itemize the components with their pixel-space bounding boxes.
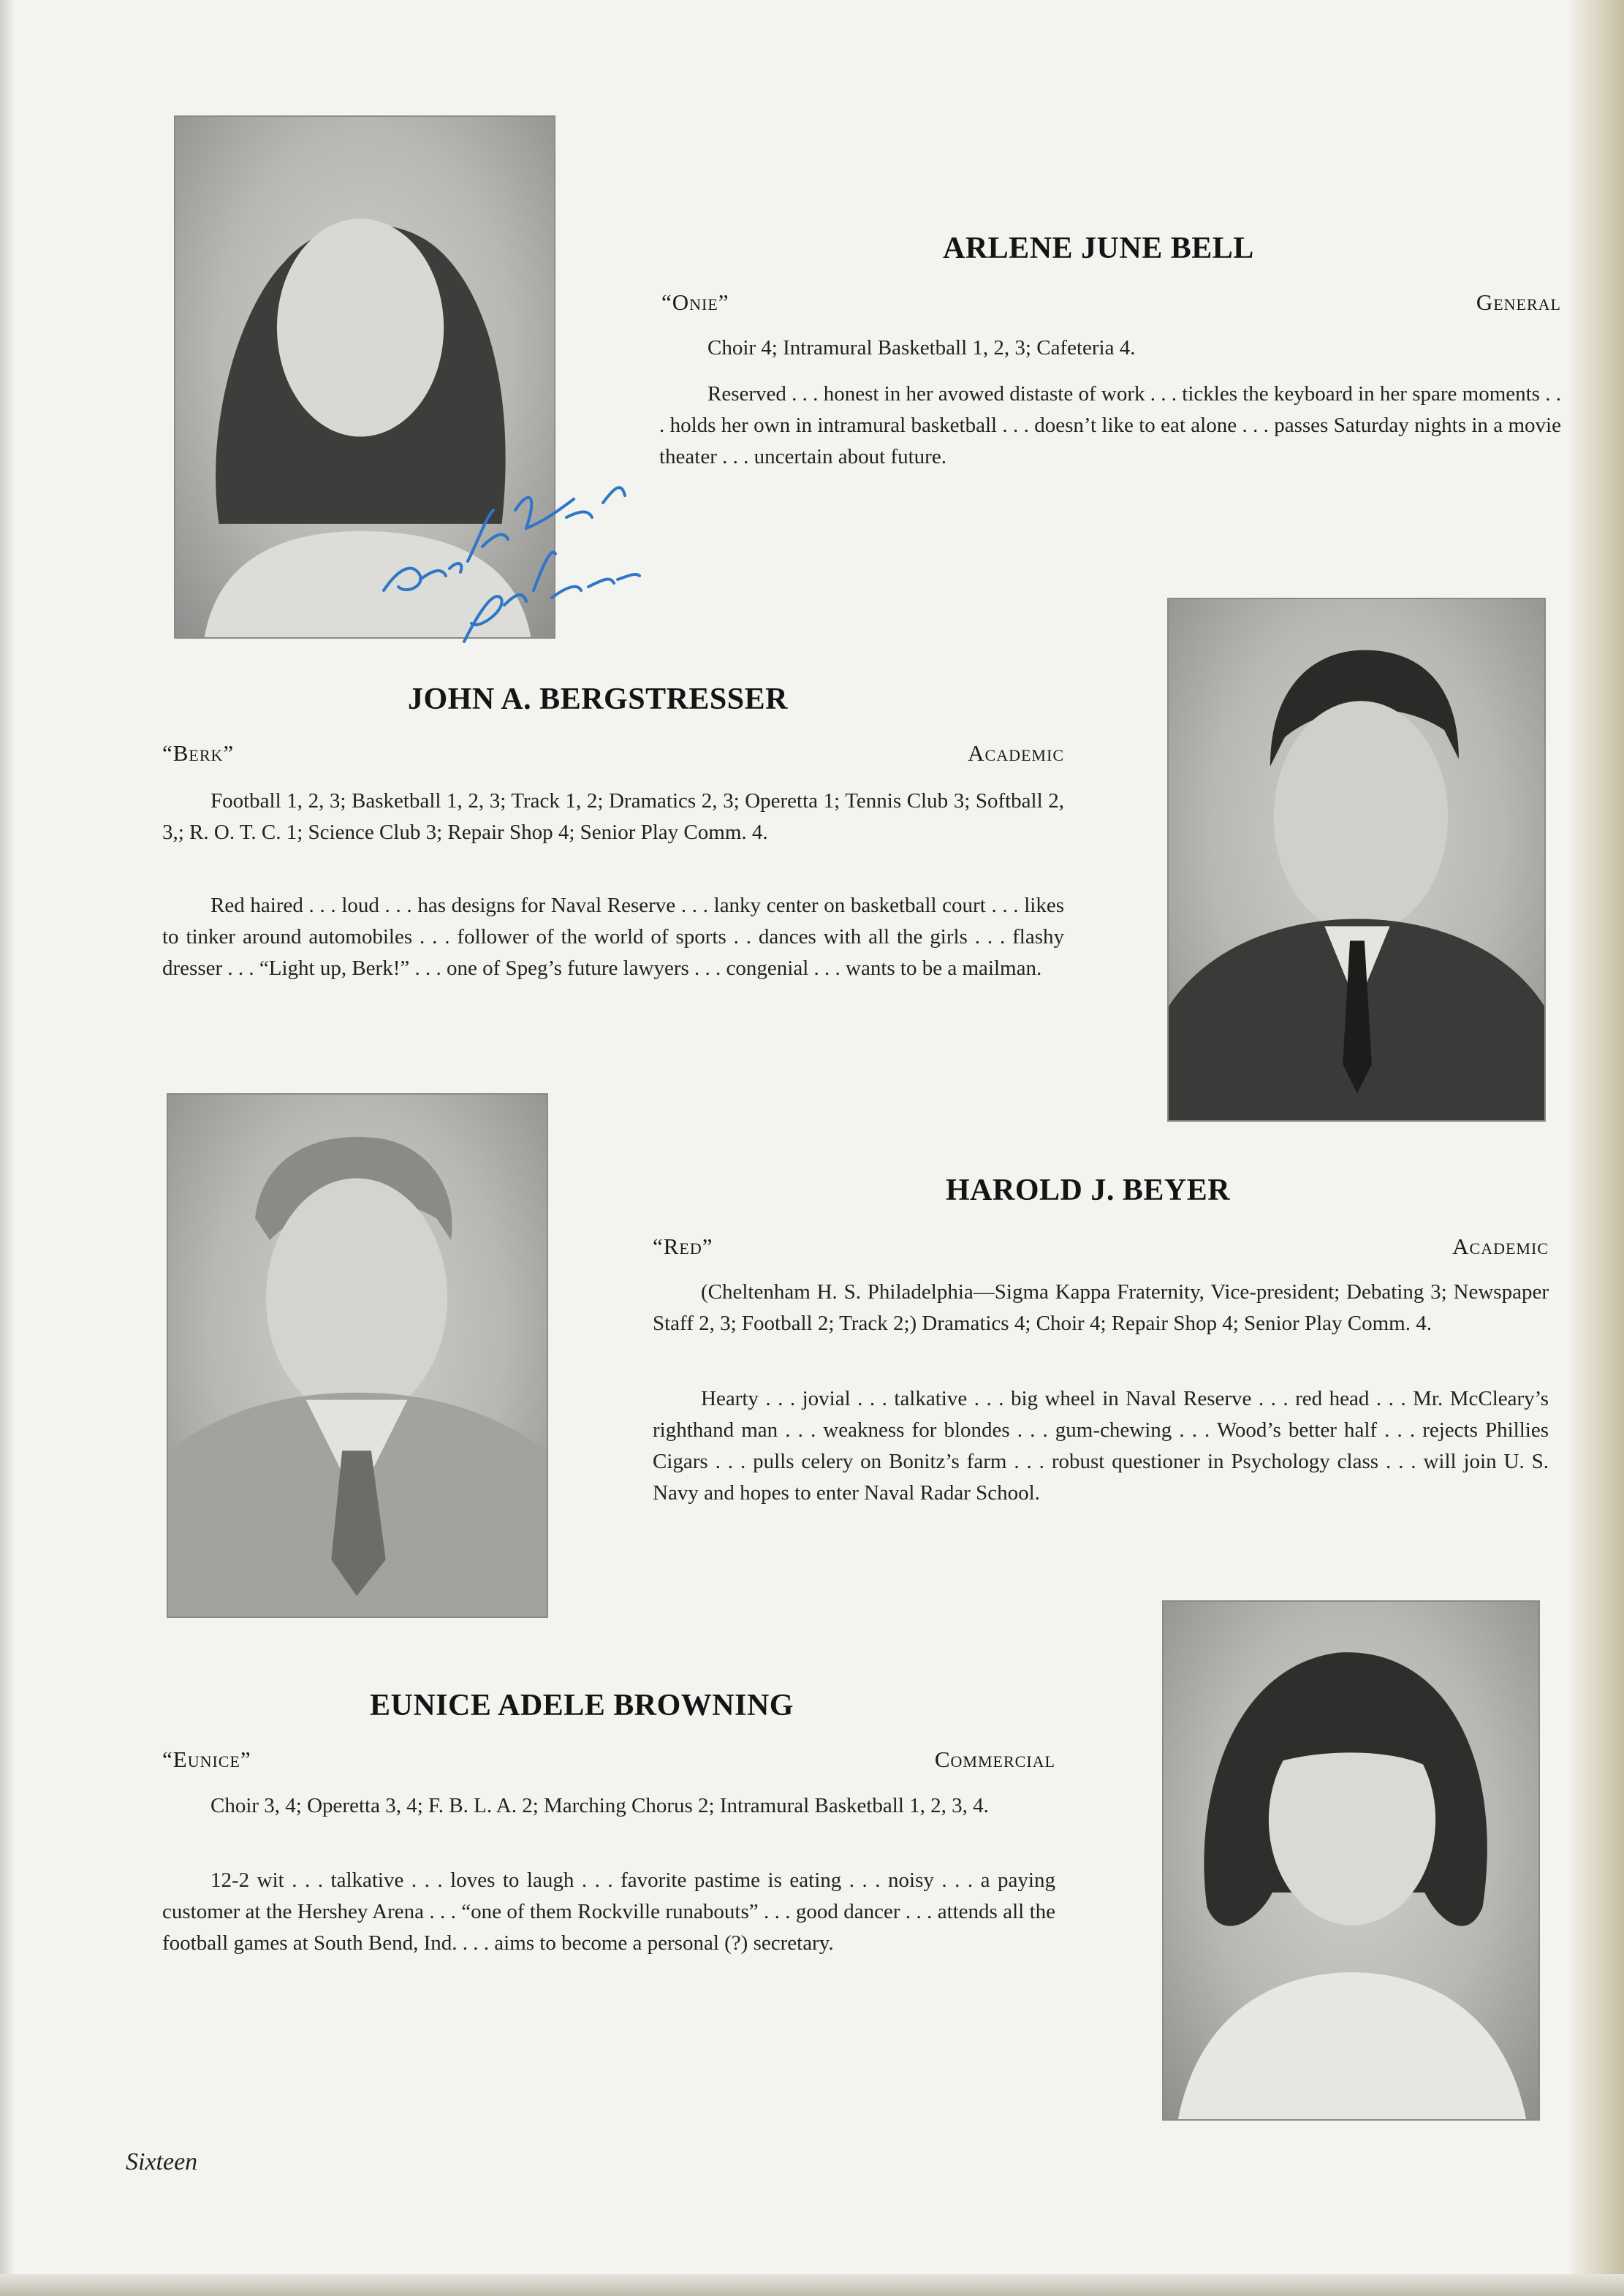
senior-activities: (Cheltenham H. S. Philadelphia—Sigma Kappa Fraternity, Vice-president; Debating 3; Newspaper Staff 2, 3; Football 2; Track 2;) Dramatics 4; Choir 4; Repair Shop 4; Senior Play Comm. 4. bbox=[653, 1280, 1549, 1335]
senior-course: Academic bbox=[968, 740, 1064, 766]
page-right-edge bbox=[1570, 0, 1624, 2296]
senior-activities: Football 1, 2, 3; Basketball 1, 2, 3; Track 1, 2; Dramatics 2, 3; Operetta 1; Tennis Club 3; Softball 2, 3,; R. O. T. C. 1; Science Club 3; Repair Shop 4; Senior Play Comm. 4. bbox=[162, 789, 1064, 844]
senior-nickname: “Onie” bbox=[661, 289, 729, 315]
senior-activities: Choir 3, 4; Operetta 3, 4; F. B. L. A. 2; Marching Chorus 2; Intramural Basketball 1, 2, 3, 4. bbox=[210, 1794, 989, 1817]
page-bottom-edge bbox=[0, 2274, 1624, 2296]
senior-description: Reserved . . . honest in her avowed distaste of work . . . tickles the keyboard in her spare moments . . . holds her own in intramural basketball . . . doesn’t like to eat alone . . . passes Saturday nights in a movie theater . . . uncertain about future. bbox=[659, 382, 1561, 468]
portrait-figure-icon bbox=[1164, 1602, 1538, 2119]
page-number: Sixteen bbox=[126, 2148, 198, 2175]
portrait-eunice-browning bbox=[1162, 1600, 1540, 2121]
senior-nickname: “Eunice” bbox=[162, 1746, 251, 1772]
page-spine-shadow bbox=[0, 0, 15, 2296]
senior-description: Red haired . . . loud . . . has designs for Naval Reserve . . . lanky center on basketball court . . . likes to tinker around automobiles . . . follower of the world of sports . . dances with all the girls . . . flashy dresser . . . “Light up, Berk!” . . . one of Speg’s future lawyers . . . congenial . . . wants to be a mailman. bbox=[162, 894, 1064, 980]
senior-course: Academic bbox=[1452, 1233, 1549, 1259]
senior-name: ARLENE JUNE BELL bbox=[943, 232, 1254, 265]
senior-nickname: “Red” bbox=[653, 1233, 713, 1259]
portrait-figure-icon bbox=[168, 1095, 547, 1616]
handwritten-signature bbox=[369, 459, 661, 656]
senior-nickname: “Berk” bbox=[162, 740, 235, 766]
senior-name: HAROLD J. BEYER bbox=[946, 1174, 1231, 1207]
senior-course: General bbox=[1476, 289, 1561, 315]
senior-description: Hearty . . . jovial . . . talkative . . . big wheel in Naval Reserve . . . red head . . . Mr. McCleary’s righthand man . . . weakness for blondes . . . gum-chewing . . . Wood’s better half . . . rejects Phillies Cigars . . . pulls celery on Bonitz’s farm . . . robust questioner in Psychology class . . . will join U. S. Navy and hopes to enter Naval Radar School. bbox=[653, 1387, 1549, 1505]
senior-name: JOHN A. BERGSTRESSER bbox=[408, 683, 788, 716]
senior-name: EUNICE ADELE BROWNING bbox=[370, 1689, 794, 1722]
portrait-harold-beyer bbox=[167, 1093, 548, 1618]
portrait-figure-icon bbox=[1169, 599, 1544, 1120]
portrait-john-bergstresser bbox=[1167, 598, 1546, 1122]
senior-description: 12-2 wit . . . talkative . . . loves to laugh . . . favorite pastime is eating . . . noisy . . . a paying customer at the Hershey Arena . . . “one of them Rockville runabouts” . . . good dancer . . . attends all the football games at South Bend, Ind. . . . aims to become a personal (?) secretary. bbox=[162, 1869, 1055, 1955]
senior-activities: Choir 4; Intramural Basketball 1, 2, 3; Cafeteria 4. bbox=[707, 336, 1136, 360]
senior-course: Commercial bbox=[934, 1746, 1055, 1772]
